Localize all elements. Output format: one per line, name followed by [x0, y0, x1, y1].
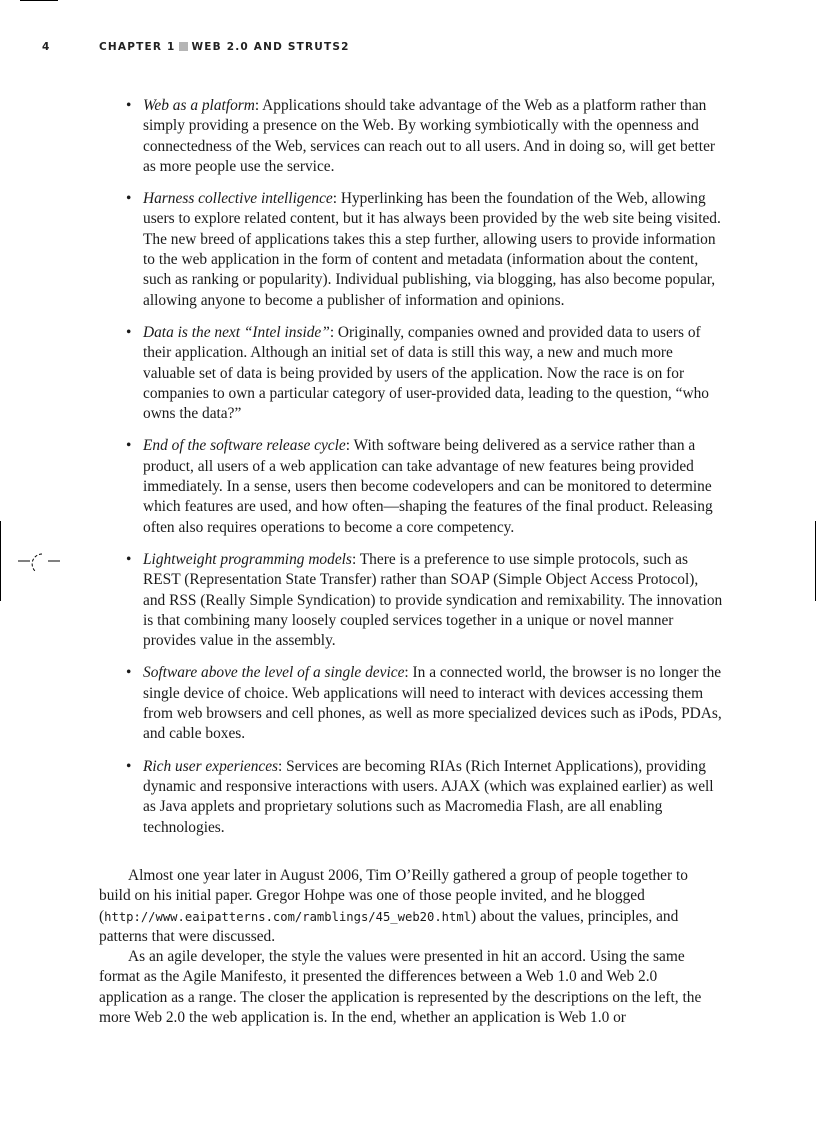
registration-mark-icon [17, 549, 63, 579]
list-item [126, 550, 723, 651]
bullet-term: Lightweight programming models [143, 550, 352, 568]
bullet-list [126, 96, 723, 850]
bullet-term: End of the software release cycle [143, 437, 346, 455]
paragraph-text: ) about the values, principles, and patterns that were discussed. [99, 907, 679, 945]
list-item [126, 757, 723, 838]
list-item [126, 96, 723, 177]
bullet-text: : In a connected world, the browser is no longer the single device of choice. Web applications will need to interact with devices accessing them from web browsers and cell phones, as well as more specialized devices such as iPods, PDAs, and cable boxes. [143, 664, 722, 743]
bullet-icon: • [126, 664, 132, 682]
crop-mark-left [0, 521, 1, 601]
list-item [126, 436, 723, 537]
square-separator-icon [179, 42, 188, 51]
chapter-label: CHAPTER 1 [99, 41, 176, 53]
crop-mark-top-left [20, 0, 58, 1]
bullet-icon: • [126, 757, 132, 775]
bullet-text: : Originally, companies owned and provided data to users of their application. Although an initial set of data is still this way, a new and much more valuable set of data is being provided by users of the application. Now the race is on for companies to own a particular category of user-provided data, leading to the question, “who owns the data?” [143, 323, 709, 423]
bullet-text: : Services are becoming RIAs (Rich Internet Applications), providing dynamic and responsive interactions with users. AJAX (which was explained earlier) as well as Java applets and proprietary solutions such as Macromedia Flash, are all enabling technologies. [143, 757, 714, 836]
chapter-heading [99, 41, 350, 53]
bullet-icon: • [126, 437, 132, 455]
bullet-term: Rich user experiences [143, 757, 279, 775]
list-item [126, 663, 723, 744]
body-paragraphs [99, 866, 723, 1028]
list-item [126, 323, 723, 424]
bullet-icon: • [126, 550, 132, 568]
url-link: http://www.eaipatterns.com/ramblings/45_web20.html [104, 909, 472, 924]
chapter-title: WEB 2.0 AND STRUTS2 [191, 41, 350, 53]
bullet-text: : There is a preference to use simple protocols, such as REST (Representation State Transfer) rather than SOAP (Simple Object Access Protocol), and RSS (Really Simple Syndication) to provide syndication and remixability. The innovation is that combining many loosely coupled services together in a unique or novel manner provides value in the assembly. [143, 550, 723, 650]
bullet-term: Data is the next “Intel inside” [143, 323, 330, 341]
bullet-term: Web as a platform [143, 97, 255, 114]
paragraph: As an agile developer, the style the values were presented in hit an accord. Using the same format as the Agile Manifesto, it presented the differences between a Web 1.0 and Web 2.0 application as a range. The closer the application is represented by the descriptions on the left, the more Web 2.0 the web application is. In the end, whether an application is Web 1.0 or [99, 948, 702, 1027]
bullet-icon: • [126, 323, 132, 341]
paragraph-text: Almost one year later in August 2006, Tim O’Reilly gathered a group of people together to build on his initial paper. Gregor Hohpe was one of those people invited, and he blogged ( [99, 867, 688, 925]
list-item [126, 189, 723, 311]
bullet-icon: • [126, 190, 132, 208]
bullet-term: Harness collective intelligence [143, 190, 333, 208]
page-number: 4 [42, 41, 51, 53]
bullet-text: : With software being delivered as a service rather than a product, all users of a web application can take advantage of new features being provided immediately. In a sense, users then become codevelopers and can be monitored to determine which features are used, and how often—shaping the features of the final product. Releasing often also requires operations to become a core competency. [143, 437, 713, 536]
bullet-text: : Applications should take advantage of the Web as a platform rather than simply providing a presence on the Web. By working symbiotically with the openness and connectedness of the Web, services can reach out to all users. And in doing so, will get better as more people use the service. [143, 97, 716, 175]
bullet-text: : Hyperlinking has been the foundation of the Web, allowing users to explore related content, but it has always been provided by the web site being visited. The new breed of applications takes this a step further, allowing users to provide information to the web application in the form of content and metadata (information about the content, such as ranking or popularity). Individual publishing, via blogging, has also become popular, allowing anyone to become a publisher of information and opinions. [143, 190, 721, 309]
bullet-icon: • [126, 97, 132, 114]
bullet-term: Software above the level of a single device [143, 664, 405, 682]
paragraph [99, 866, 723, 947]
